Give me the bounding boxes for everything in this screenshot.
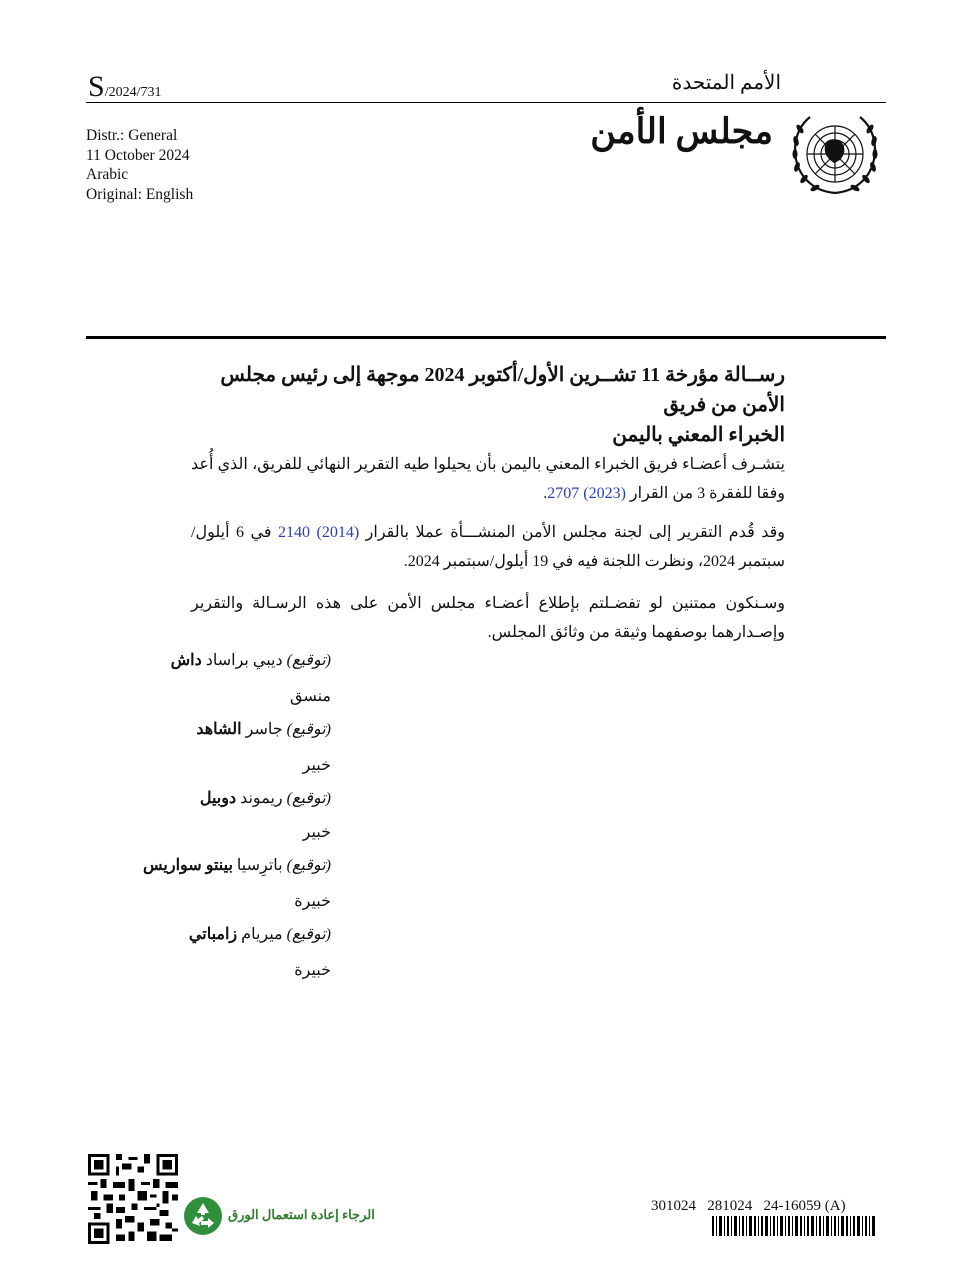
letter-title — [185, 360, 785, 450]
signature-label: (توقيع) — [286, 857, 331, 874]
paragraph-2 — [191, 518, 785, 576]
signature-label: (توقيع) — [286, 926, 331, 943]
signature-block — [31, 717, 331, 779]
signature-block — [31, 853, 331, 915]
signature-label: (توقيع) — [286, 652, 331, 669]
job-number: 301024 281024 24-16059 (A) — [651, 1198, 846, 1214]
signatory-surname: داش — [170, 652, 202, 669]
signatory-role: خبيرة — [294, 893, 331, 910]
un-emblem-icon — [788, 109, 882, 199]
signature-label: (توقيع) — [286, 790, 331, 807]
document-symbol — [88, 72, 161, 102]
signatory-given-name: ميريام — [241, 926, 283, 943]
signatory-role: خبير — [302, 824, 331, 841]
signatory-given-name: جاسر — [245, 721, 283, 738]
signatory-role: خبير — [302, 757, 331, 774]
letter-title-line-2: الخبراء المعني باليمن — [612, 424, 785, 446]
signatory-surname: الشاهد — [196, 721, 242, 738]
resolution-2707-link[interactable]: 2707 (2023) — [547, 485, 626, 502]
title-separator-rule — [86, 336, 886, 339]
signatory-surname: دوبيل — [199, 790, 237, 807]
distribution-original: Original: English — [86, 185, 194, 203]
paragraph-1-text: يتشـرف أعضـاء فريق الخبراء المعني باليمن بأن يحيلوا طيه التقرير النهائي للفريق، الذي أُعد وفقا للفقرة 3 من القرار — [191, 456, 785, 502]
security-council-title: مجلس الأمن — [590, 112, 773, 151]
letter-title-line-1: رســالة مؤرخة 11 تشــرين الأول/أكتوبر 2024 موجهة إلى رئيس مجلس الأمن من فريق — [220, 364, 785, 416]
paragraph-2-text-b: في 6 أيلول/سبتمبر 2024، ونظرت اللجنة فيه في 19 أيلول/سبتمبر 2024. — [191, 524, 785, 570]
signatory-surname: زامباتي — [188, 926, 238, 943]
distribution-date: 11 October 2024 — [86, 146, 190, 164]
distribution-block — [86, 126, 193, 204]
recycle-icon — [183, 1196, 223, 1236]
paragraph-3 — [191, 589, 785, 647]
signatory-surname: بينتو سواريس — [143, 857, 233, 874]
signatory-role: منسق — [289, 688, 331, 705]
signatory-role: خبيرة — [294, 962, 331, 979]
paragraph-2-text-a: وقد قُدم التقرير إلى لجنة مجلس الأمن المنشـــأة عملا بالقرار — [359, 524, 786, 541]
document-symbol-prefix: S — [88, 70, 105, 103]
document-symbol-number: /2024/731 — [104, 85, 162, 100]
resolution-2140-link[interactable]: 2140 (2014) — [278, 524, 360, 541]
distribution-language: Arabic — [86, 166, 129, 183]
paragraph-3-text: وسـنكون ممتنين لو تفضـلتم بإطلاع أعضـاء مجلس الأمن على هذه الرسـالة والتقرير وإصـدارهما بوصفهما وثيقة من وثائق المجلس. — [191, 595, 785, 641]
signatory-given-name: باترِسيا — [236, 857, 283, 874]
signature-block — [31, 648, 331, 710]
signatory-given-name: ديبي براساد — [205, 652, 283, 669]
recycle-notice: الرجاء إعادة استعمال الورق — [228, 1207, 375, 1222]
signature-label: (توقيع) — [286, 721, 331, 738]
barcode-icon — [712, 1216, 876, 1236]
signature-block — [31, 786, 331, 846]
united-nations-name: الأمم المتحدة — [671, 72, 781, 94]
signature-block — [31, 922, 331, 984]
header-rule — [86, 102, 886, 103]
paragraph-1-end: . — [543, 485, 548, 502]
signatory-given-name: ريموند — [240, 790, 283, 807]
paragraph-1 — [191, 450, 785, 508]
distribution-line: Distr.: General — [86, 127, 178, 144]
qr-code-icon — [88, 1154, 178, 1244]
